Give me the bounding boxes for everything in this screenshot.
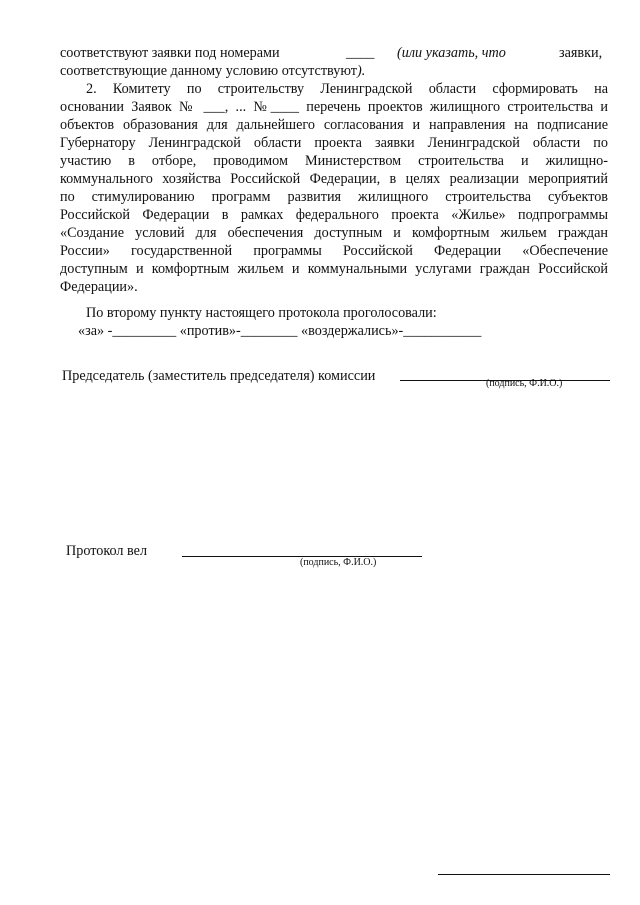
item2-line: доступным и комфортным жильем и коммунальными услугами граждан Российской [60, 261, 608, 277]
item2-line: участию в отборе, проводимом Министерством строительства и жилищно- [60, 153, 608, 169]
item2-line: «Создание условий для обеспечения доступным и комфортным жильем граждан [60, 225, 608, 241]
secretary-label: Протокол вел [66, 543, 148, 559]
chair-label: Председатель (заместитель председателя) комиссии [62, 368, 376, 384]
cont-text-a: соответствуют заявки под номерами [60, 45, 280, 61]
vote-heading: По второму пункту настоящего протокола проголосовали: [86, 305, 437, 321]
secretary-caption: (подпись, Ф.И.О.) [300, 557, 377, 568]
item2-line: коммунального хозяйства Российской Федерации, в целях реализации мероприятий [60, 171, 608, 187]
item2-line: основании Заявок № ___, ... №____ перечень проектов жилищного строительства и [60, 99, 608, 115]
cont-blank: ____ [346, 45, 375, 61]
item2-line: России» государственной программы Российской Федерации «Обеспечение [60, 243, 608, 259]
cont-text-line2: соответствующие данному условию отсутствуют). [60, 63, 366, 79]
item2-line: по стимулированию программ развития жилищного строительства субъектов [60, 189, 608, 205]
item2-line: Губернатору Ленинградской области проекта заявки Ленинградской области по [60, 135, 608, 151]
item2-line: 2. Комитету по строительству Ленинградской области сформировать на [86, 81, 608, 97]
item2-line: Российской Федерации в рамках федерального проекта «Жилье» подпрограммы [60, 207, 608, 223]
cont-italic: (или указать, что [397, 45, 506, 61]
item2-line: объектов образования для дальнейшего согласования и направления на подписание [60, 117, 608, 133]
item2-line: Федерации». [60, 279, 138, 295]
chair-caption: (подпись, Ф.И.О.) [486, 378, 563, 389]
cont-text-b: заявки, [559, 45, 603, 61]
footer-rule [438, 874, 610, 875]
vote-results: «за» -_________ «против»-________ «воздержались»-___________ [78, 323, 482, 339]
